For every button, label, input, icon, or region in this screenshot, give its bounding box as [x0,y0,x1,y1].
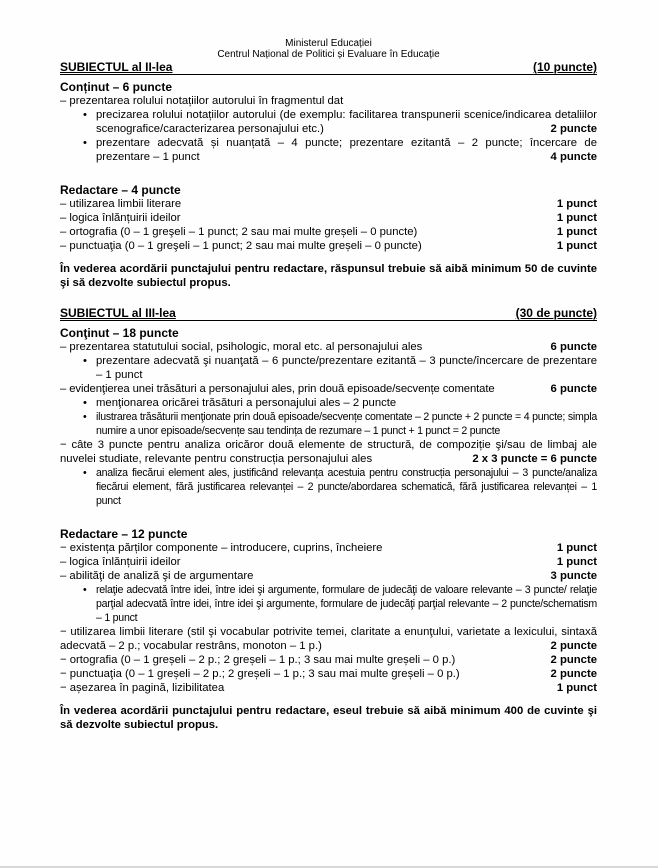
bullet-icon: • [83,584,87,596]
bullet-text: prezentare adecvată și nuanțată – 4 puncte; prezentare ezitantă – 2 puncte; încercare de prezentare – 1 punct [96,137,597,163]
criteria-row-multiline [60,625,597,653]
bullet-icon: • [83,411,87,423]
subject-2-header [60,60,597,75]
criteria-row [60,239,597,253]
criteria-row [60,541,597,555]
subject-2-points: (10 puncte) [532,60,597,74]
criteria-text: – punctuaţia (0 – 1 greşeli – 1 punct; 2 sau mai multe greșeli – 0 puncte) [60,240,422,252]
criteria-row [60,653,597,667]
criteria-row [60,667,597,681]
subject-3-header [60,306,597,321]
criteria-points: 6 puncte [550,383,597,395]
bullet-icon: • [83,109,87,121]
bullet-icon: • [83,355,87,367]
bullet-text: precizarea rolului notațiilor autorului (de exemplu: facilitarea transpunerii scenice/indicarea detaliilor scenografice/caracterizarea personajului etc.) [96,109,597,135]
bullet-text: ilustrarea trăsăturii menţionate prin două episoade/secvențe comentate – 2 puncte + 2 puncte = 4 puncte; simpla numire a unor episoade/secvențe sau tendința de rezumare – 1 punct + 1 punct = 2 puncte [96,411,597,437]
ministry-name: Ministerul Educației [285,38,372,49]
criteria-row [60,340,597,354]
bullet-icon: • [83,137,87,149]
subject-2-bullet [60,108,597,136]
center-name: Centrul Național de Politici și Evaluare în Educație [217,49,440,60]
subject-3-points: (30 de puncte) [515,306,597,320]
criteria-points: 1 punct [556,682,597,694]
subject-3-bullet [60,354,597,382]
subject-3-bullet [60,396,597,410]
criteria-points: 1 punct [556,240,597,252]
criteria-row [60,569,597,583]
subject-2-content-heading: Conținut – 6 puncte [60,80,172,94]
criteria-row [60,681,597,695]
ministry-header [60,38,597,60]
criteria-points: 2 puncte [543,639,597,653]
subject-3-redactare-bullet [60,583,597,625]
subject-2-bullet [60,136,597,164]
criteria-text: − punctuaţia (0 – 1 greșeli – 2 p.; 2 greșeli – 1 p.; 3 sau mai multe greșeli – 0 p.) [60,668,460,680]
criteria-row [60,225,597,239]
bullet-icon: • [83,467,87,479]
subject-2-redactare-heading: Redactare – 4 puncte [60,183,181,197]
criteria-text: − existența părților componente – introducere, cuprins, încheiere [60,542,383,554]
subject-3-bullet [60,410,597,438]
criteria-text: – utilizarea limbii literare [60,198,182,210]
criteria-points: 3 puncte [550,570,597,582]
subject-3-redactare-heading: Redactare – 12 puncte [60,527,188,541]
criteria-row [60,382,597,396]
criteria-text: − câte 3 puncte pentru analiza oricăror două elemente de structură, de compoziție şi/sau de limbaj ale nuvelei studiate, relevante pentru construcția personajului ales [60,439,597,465]
subject-3-note: În vederea acordării punctajului pentru redactare, eseul trebuie să aibă minimum 400 de cuvinte şi să dezvolte subiectul propus. [60,705,597,731]
subject-3-content-heading: Conţinut – 18 puncte [60,326,179,340]
criteria-row [60,555,597,569]
subject-2-title: SUBIECTUL al II-lea [60,60,173,74]
criteria-row [60,197,597,211]
bullet-points: 2 puncte [550,123,597,135]
criteria-row-multiline [60,438,597,466]
criteria-text: − utilizarea limbii literare (stil şi vocabular potrivite temei, claritate a enunţului, varietate a lexicului, sintaxă adecvată – 2 p.; vocabular restrâns, monoton – 1 p.) [60,626,597,652]
criteria-text: – evidenţierea unei trăsături a personajului ales, prin două episoade/secvențe comentate [60,383,495,395]
criteria-text: – logica înlănțuirii ideilor [60,556,181,568]
criteria-points: 1 punct [556,542,597,554]
criteria-text: – prezentarea statutului social, psihologic, moral etc. al personajului ales [60,341,423,353]
subject-2-note: În vederea acordării punctajului pentru redactare, răspunsul trebuie să aibă minimum 50 de cuvinte şi să dezvolte subiectul propus. [60,263,597,289]
criteria-text: – ortografia (0 – 1 greşeli – 1 punct; 2 sau mai multe greșeli – 0 puncte) [60,226,418,238]
criteria-points: 1 punct [556,212,597,224]
criteria-row [60,211,597,225]
criteria-points: 1 punct [556,556,597,568]
page-content [60,38,597,732]
criteria-text: − așezarea în pagină, lizibilitatea [60,682,225,694]
bullet-points: 4 puncte [550,151,597,163]
subject-3-bullet [60,466,597,508]
criteria-points: 2 x 3 puncte = 6 puncte [464,452,597,466]
bullet-icon: • [83,397,87,409]
subject-3-title: SUBIECTUL al III-lea [60,306,176,320]
bullet-text: menţionarea oricărei trăsături a personajului ales – 2 puncte [96,397,397,409]
criteria-points: 2 puncte [550,668,597,680]
subject-2-content-item: – prezentarea rolului notațiilor autorului în fragmentul dat [60,95,344,107]
criteria-points: 1 punct [556,226,597,238]
criteria-text: – logica înlănțuirii ideilor [60,212,181,224]
criteria-points: 2 puncte [550,654,597,666]
bullet-text: relaţie adecvată între idei, între idei şi argumente, formulare de judecăţi de valoare relevante – 3 puncte/ relaţie parţial adecvată între idei, între idei şi argumente, formulare de judecăţi parţial relevante – 2 puncte/schematism – 1 punct [96,584,597,624]
criteria-text: – abilităţi de analiză şi de argumentare [60,570,254,582]
criteria-points: 1 punct [556,198,597,210]
bullet-text: prezentare adecvată şi nuanţată – 6 puncte/prezentare ezitantă – 3 puncte/încercare de prezentare – 1 punct [96,355,597,381]
criteria-points: 6 puncte [550,341,597,353]
criteria-text: − ortografia (0 – 1 greșeli – 2 p.; 2 greșeli – 1 p.; 3 sau mai multe greșeli – 0 p.) [60,654,456,666]
bullet-text: analiza fiecărui element ales, justificând relevanța acestuia pentru construcția personajului – 3 puncte/analiza fiecărui element, fără justificarea relevanței – 2 puncte/abordarea schematică, fără justificarea relevanței – 1 punct [96,467,597,507]
